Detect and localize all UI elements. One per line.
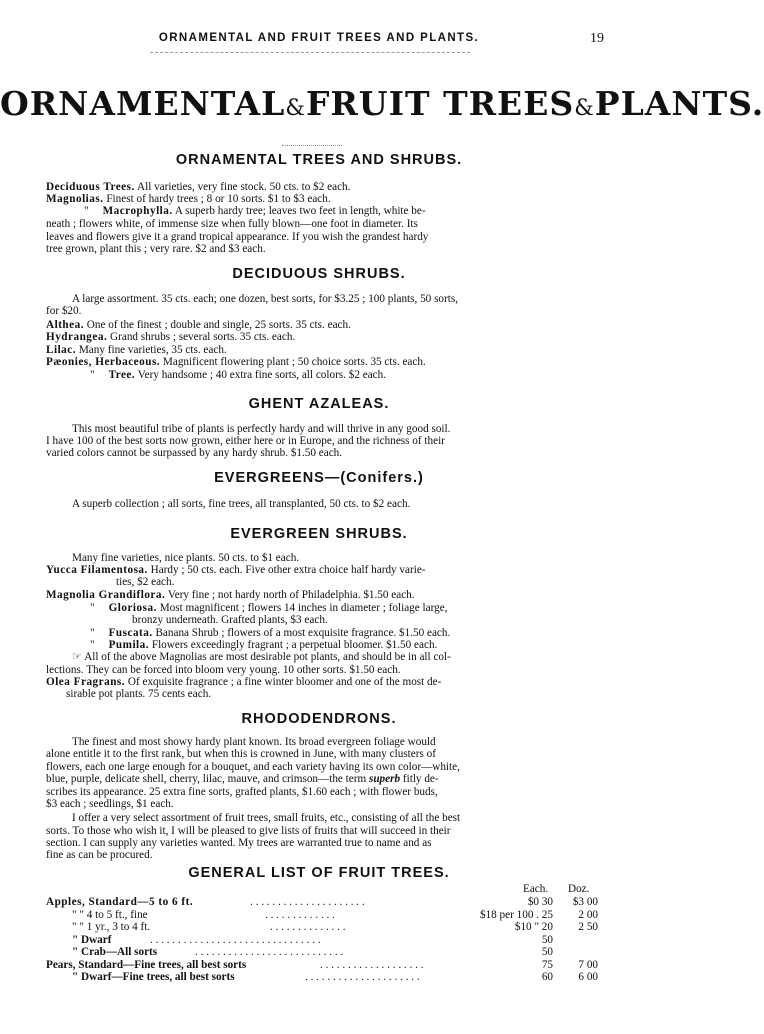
leader-dots: . . . . . . . . . . . . . . . . . . . . . . . . . . . — [195, 946, 344, 958]
text-line: Many fine varieties, nice plants. 50 cts. to $1 each. — [72, 552, 300, 564]
leader-dots: . . . . . . . . . . . . . . . . . . . — [320, 959, 424, 971]
text-line: ☞ All of the above Magnolias are most desirable pot plants, and should be in all col- — [72, 651, 451, 663]
text-line: " Macrophylla. A superb hardy tree; leaves two feet in length, white be- — [84, 205, 426, 217]
leader-dots: . . . . . . . . . . . . . . — [270, 921, 346, 933]
row-label: " " 1 yr., 3 to 4 ft. — [72, 921, 151, 933]
row-label: " Dwarf — [72, 934, 112, 946]
price-doz: 6 00 — [578, 971, 598, 983]
text-line: " Pumila. Flowers exceedingly fragrant ; a perpetual bloomer. $1.50 each. — [90, 639, 438, 651]
row-label: " Dwarf—Fine trees, all best sorts — [72, 971, 235, 983]
text-line: alone entitle it to the first rank, but when this is crowned in June, with many clusters of — [46, 748, 436, 760]
price-each: $18 per 100 . 25 — [479, 909, 553, 921]
text-line: Deciduous Trees. All varieties, very fine stock. 50 cts. to $2 each. — [46, 181, 351, 193]
title-rule — [282, 145, 342, 146]
column-header-each: Each. — [523, 883, 549, 895]
title-word: FRUIT — [305, 84, 431, 123]
price-each: $0 30 — [527, 896, 553, 908]
text-line: tree grown, plant this ; very rare. $2 and $3 each. — [46, 243, 266, 255]
text-line: Yucca Filamentosa. Hardy ; 50 cts. each. Five other extra choice half hardy varie- — [46, 564, 426, 576]
price-doz: 7 00 — [578, 959, 598, 971]
text-line: Magnolia Grandiflora. Very fine ; not hardy north of Philadelphia. $1.50 each. — [46, 589, 415, 601]
text-line: Magnolias. Finest of hardy trees ; 8 or 10 sorts. $1 to $3 each. — [46, 193, 331, 205]
section-heading-evergreen-shrubs: EVERGREEN SHRUBS. — [230, 526, 408, 542]
row-label: Pears, Standard—Fine trees, all best sorts — [46, 959, 247, 971]
page-number: 19 — [590, 31, 604, 46]
text-line: I have 100 of the best sorts now grown, either here or in Europe, and the richness of their — [46, 435, 445, 447]
text-line: Olea Fragrans. Of exquisite fragrance ; a fine winter bloomer and one of the most de- — [46, 676, 442, 688]
text-line: fine as can be procured. — [46, 849, 153, 861]
section-heading-fruit-trees: GENERAL LIST OF FRUIT TREES. — [188, 865, 450, 881]
leader-dots: . . . . . . . . . . . . . . . . . . . . . — [250, 896, 365, 908]
title-amp: & — [285, 96, 306, 121]
price-each: $10 " 20 — [514, 921, 553, 933]
leader-dots: . . . . . . . . . . . . . — [265, 909, 335, 921]
section-heading-ghent: GHENT AZALEAS. — [248, 396, 390, 412]
text-line: " Gloriosa. Most magnificent ; flowers 14 inches in diameter ; foliage large, — [90, 602, 448, 614]
text-line: Pæonies, Herbaceous. Magnificent flowering plant ; 50 choice sorts. 35 cts. each. — [46, 356, 426, 368]
title-amp: & — [574, 96, 595, 121]
text-line: Althea. One of the finest ; double and single, 25 sorts. 35 cts. each. — [46, 319, 351, 331]
price-each: 50 — [541, 946, 553, 958]
text-line: lections. They can be forced into bloom very young. 10 other sorts. $1.50 each. — [46, 664, 401, 676]
price-each: 75 — [541, 959, 553, 971]
text-line: A large assortment. 35 cts. each; one dozen, best sorts, for $3.25 ; 100 plants, 50 sorts, — [72, 293, 459, 305]
text-line: scribes its appearance. 25 extra fine sorts, grafted plants, $1.60 each ; with flower buds, — [46, 786, 438, 798]
price-doz: $3 00 — [572, 896, 598, 908]
text-line: Lilac. Many fine varieties, 35 cts. each. — [46, 344, 227, 356]
text-line: sorts. To those who wish it, I will be pleased to give lists of fruits that will succeed in their — [46, 825, 451, 837]
text-line: varied colors cannot be surpassed by any hardy shrub. $1.50 each. — [46, 447, 343, 459]
price-each: 60 — [541, 971, 553, 983]
section-heading-rhododendrons: RHODODENDRONS. — [241, 711, 397, 727]
text-line: ties, $2 each. — [116, 576, 175, 588]
text-line: for $20. — [46, 305, 82, 317]
row-label: " Crab—All sorts — [72, 946, 158, 958]
text-line: A superb collection ; all sorts, fine trees, all transplanted, 50 cts. to $2 each. — [72, 498, 411, 510]
header-rule — [150, 52, 470, 53]
running-head — [0, 32, 638, 50]
title-word: PLANTS. — [594, 84, 764, 123]
row-label: Apples, Standard—5 to 6 ft. — [46, 896, 194, 908]
price-doz: 2 00 — [578, 909, 598, 921]
section-heading-evergreens: EVERGREENS—(Conifers.) — [214, 470, 424, 486]
pointing-hand-icon: ☞ — [72, 651, 83, 663]
text-line: bronzy underneath. Grafted plants, $3 each. — [132, 614, 328, 626]
column-header-doz: Doz. — [568, 883, 590, 895]
section-heading-deciduous: DECIDUOUS SHRUBS. — [232, 266, 406, 282]
text-line: " Tree. Very handsome ; 40 extra fine sorts, all colors. $2 each. — [90, 369, 387, 381]
text-line: section. I can supply any varieties wanted. My trees are warranted true to name and as — [46, 837, 432, 849]
text-line: " Fuscata. Banana Shrub ; flowers of a most exquisite fragrance. $1.50 each. — [90, 627, 451, 639]
text-line: I offer a very select assortment of fruit trees, small fruits, etc., consisting of all the best — [72, 812, 461, 824]
text-line: This most beautiful tribe of plants is perfectly hardy and will thrive in any good soil. — [72, 423, 451, 435]
running-head-title: ORNAMENTAL AND FRUIT TREES AND PLANTS. — [158, 32, 480, 44]
text-line: neath ; flowers white, of immense size when fully blown—one foot in diameter. Its — [46, 218, 418, 230]
title-word: TREES — [443, 84, 575, 123]
price-each: 50 — [541, 934, 553, 946]
text-line: sirable pot plants. 75 cents each. — [66, 688, 212, 700]
main-title — [0, 84, 764, 123]
leader-dots: . . . . . . . . . . . . . . . . . . . . . . . . . . . . . . . — [150, 934, 321, 946]
text-line: $3 each ; seedlings, $1 each. — [46, 798, 174, 810]
text-line: blue, purple, delicate shell, cherry, lilac, mauve, and crimson—the term superb fitly de- — [46, 773, 439, 785]
price-doz: 2 50 — [578, 921, 598, 933]
title-word: ORNAMENTAL — [0, 84, 286, 123]
section-heading-ornamental: ORNAMENTAL TREES AND SHRUBS. — [175, 152, 463, 168]
text-line: flowers, each one large enough for a bouquet, and each variety having its own color—white, — [46, 761, 460, 773]
row-label: " " 4 to 5 ft., fine — [72, 909, 148, 921]
text-line: leaves and flowers give it a grand tropical appearance. If you wish the grandest hardy — [46, 231, 429, 243]
text-line: The finest and most showy hardy plant known. Its broad evergreen foliage would — [72, 736, 436, 748]
text-line: Hydrangea. Grand shrubs ; several sorts. 35 cts. each. — [46, 331, 296, 343]
leader-dots: . . . . . . . . . . . . . . . . . . . . . — [305, 971, 420, 983]
